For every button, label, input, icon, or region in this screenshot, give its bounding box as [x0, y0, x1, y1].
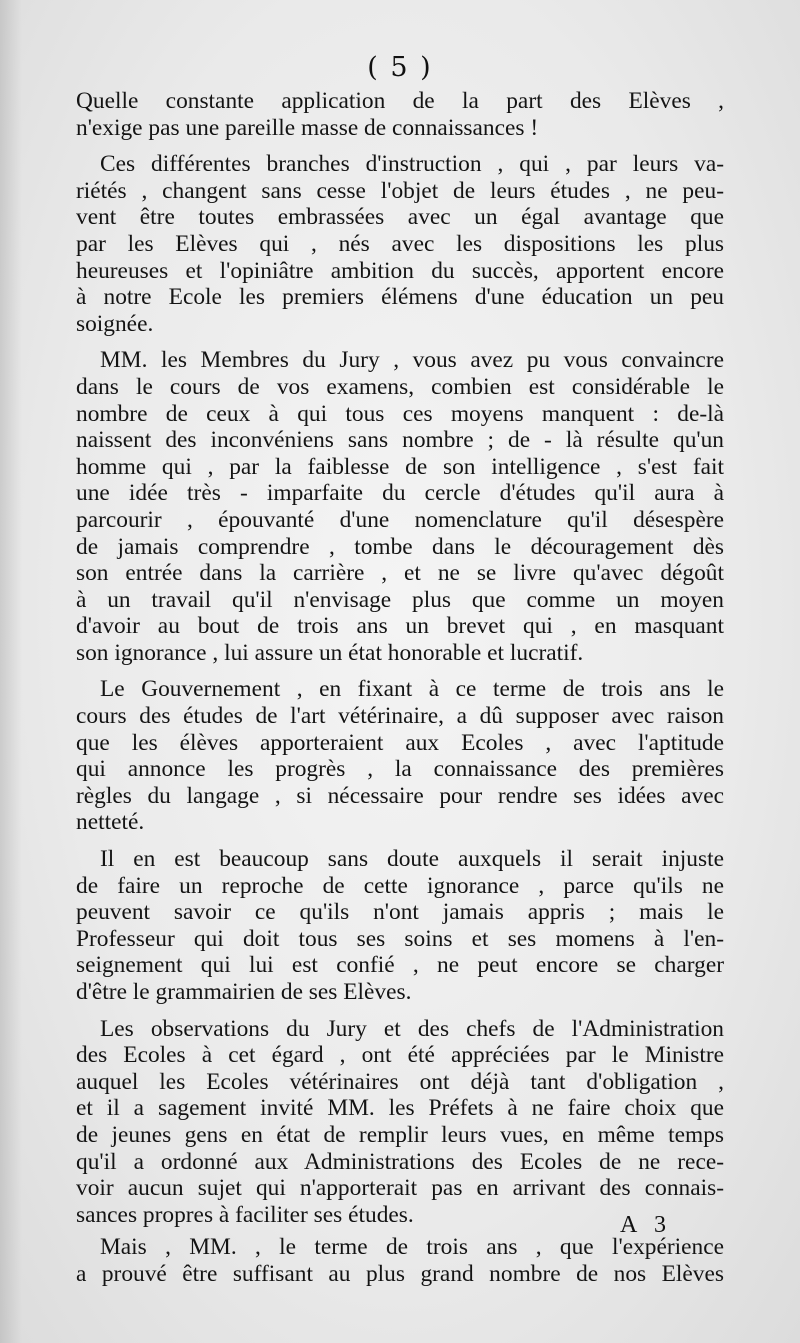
text-line: de faire un reproche de cette ignorance , parce qu'ils ne	[76, 872, 724, 899]
signature-mark: A 3	[620, 1212, 673, 1238]
text-line: une idée très - imparfaite du cercle d'études qu'il aura à	[76, 480, 724, 507]
text-line: n'exige pas une pareille masse de connaissances !	[76, 114, 539, 141]
text-line: Mais , MM. , le terme de trois ans , que l'expérience	[100, 1234, 724, 1261]
text-line: son ignorance , lui assure un état honorable et lucratif.	[76, 639, 584, 666]
text-line: Ces différentes branches d'instruction , qui , par leurs va-	[100, 151, 724, 178]
text-line: et il a sagement invité MM. les Préfets à ne faire choix que	[76, 1095, 724, 1122]
text-line: parcourir , épouvanté d'une nomenclature qu'il désespère	[76, 506, 724, 533]
text-line: cours des études de l'art vétérinaire, a dû supposer avec raison	[76, 703, 724, 730]
text-line: à un travail qu'il n'envisage plus que comme un moyen	[76, 586, 724, 613]
text-line: nombre de ceux à qui tous ces moyens manquent : de-là	[76, 400, 724, 427]
text-line: des Ecoles à cet égard , ont été appréciées par le Ministre	[76, 1042, 724, 1069]
paragraph-2	[76, 151, 724, 337]
paragraph-3	[76, 347, 724, 666]
text-line: qui annonce les progrès , la connaissance des premières	[76, 756, 724, 783]
text-line: a prouvé être suffisant au plus grand nombre de nos Elèves	[76, 1260, 724, 1287]
text-line: riétés , changent sans cesse l'objet de leurs études , ne peu-	[76, 177, 724, 204]
text-line: netteté.	[76, 809, 145, 836]
text-line: d'avoir au bout de trois ans un brevet qui , en masquant	[76, 613, 724, 640]
body-text	[76, 88, 724, 1288]
text-line: naissent des inconvéniens sans nombre ; de - là résulte qu'un	[76, 427, 724, 454]
page-edge-shadow	[0, 0, 22, 1343]
text-line: qu'il a ordonné aux Administrations des Ecoles de ne rece-	[76, 1148, 724, 1175]
text-line: auquel les Ecoles vétérinaires ont déjà tant d'obligation ,	[76, 1068, 724, 1095]
text-line: par les Elèves qui , nés avec les dispositions les plus	[76, 230, 724, 257]
text-line: que les élèves apporteraient aux Ecoles , avec l'aptitude	[76, 729, 724, 756]
text-line: peuvent savoir ce qu'ils n'ont jamais appris ; mais le	[76, 899, 724, 926]
text-line: de jeunes gens en état de remplir leurs vues, en même temps	[76, 1121, 724, 1148]
text-line: voir aucun sujet qui n'apporterait pas en arrivant des connais-	[76, 1175, 724, 1202]
paragraph-6	[76, 1016, 724, 1229]
paragraph-4	[76, 676, 724, 836]
text-line: règles du langage , si nécessaire pour rendre ses idées avec	[76, 782, 724, 809]
text-line: homme qui , par la faiblesse de son intelligence , s'est fait	[76, 453, 724, 480]
text-line: vent être toutes embrassées avec un égal avantage que	[76, 204, 724, 231]
text-line: Il en est beaucoup sans doute auxquels il serait injuste	[100, 846, 724, 873]
text-line: MM. les Membres du Jury , vous avez pu vous convaincre	[100, 347, 724, 374]
text-line: heureuses et l'opiniâtre ambition du succès, apportent encore	[76, 257, 724, 284]
paragraph-1	[76, 88, 724, 141]
text-line: Quelle constante application de la part des Elèves ,	[76, 88, 724, 114]
paragraph-5	[76, 846, 724, 1006]
text-line: Le Gouvernement , en fixant à ce terme de trois ans le	[100, 676, 724, 703]
page-number: ( 5 )	[367, 52, 433, 83]
text-line: de jamais comprendre , tombe dans le découragement dès	[76, 533, 724, 560]
text-line: d'être le grammairien de ses Elèves.	[76, 979, 412, 1005]
text-line: Professeur qui doit tous ses soins et ses momens à l'en-	[76, 925, 724, 952]
text-line: seignement qui lui est confié , ne peut encore se charger	[76, 952, 724, 979]
text-line: sances propres à faciliter ses études.	[76, 1201, 414, 1228]
text-line: dans le cours de vos examens, combien est considérable le	[76, 373, 724, 400]
text-line: Les observations du Jury et des chefs de l'Administration	[100, 1015, 724, 1042]
text-line: soignée.	[76, 310, 154, 337]
text-line: à notre Ecole les premiers élémens d'une éducation un peu	[76, 284, 724, 311]
text-line: son entrée dans la carrière , et ne se livre qu'avec dégoût	[76, 560, 724, 587]
paragraph-7	[76, 1234, 724, 1287]
